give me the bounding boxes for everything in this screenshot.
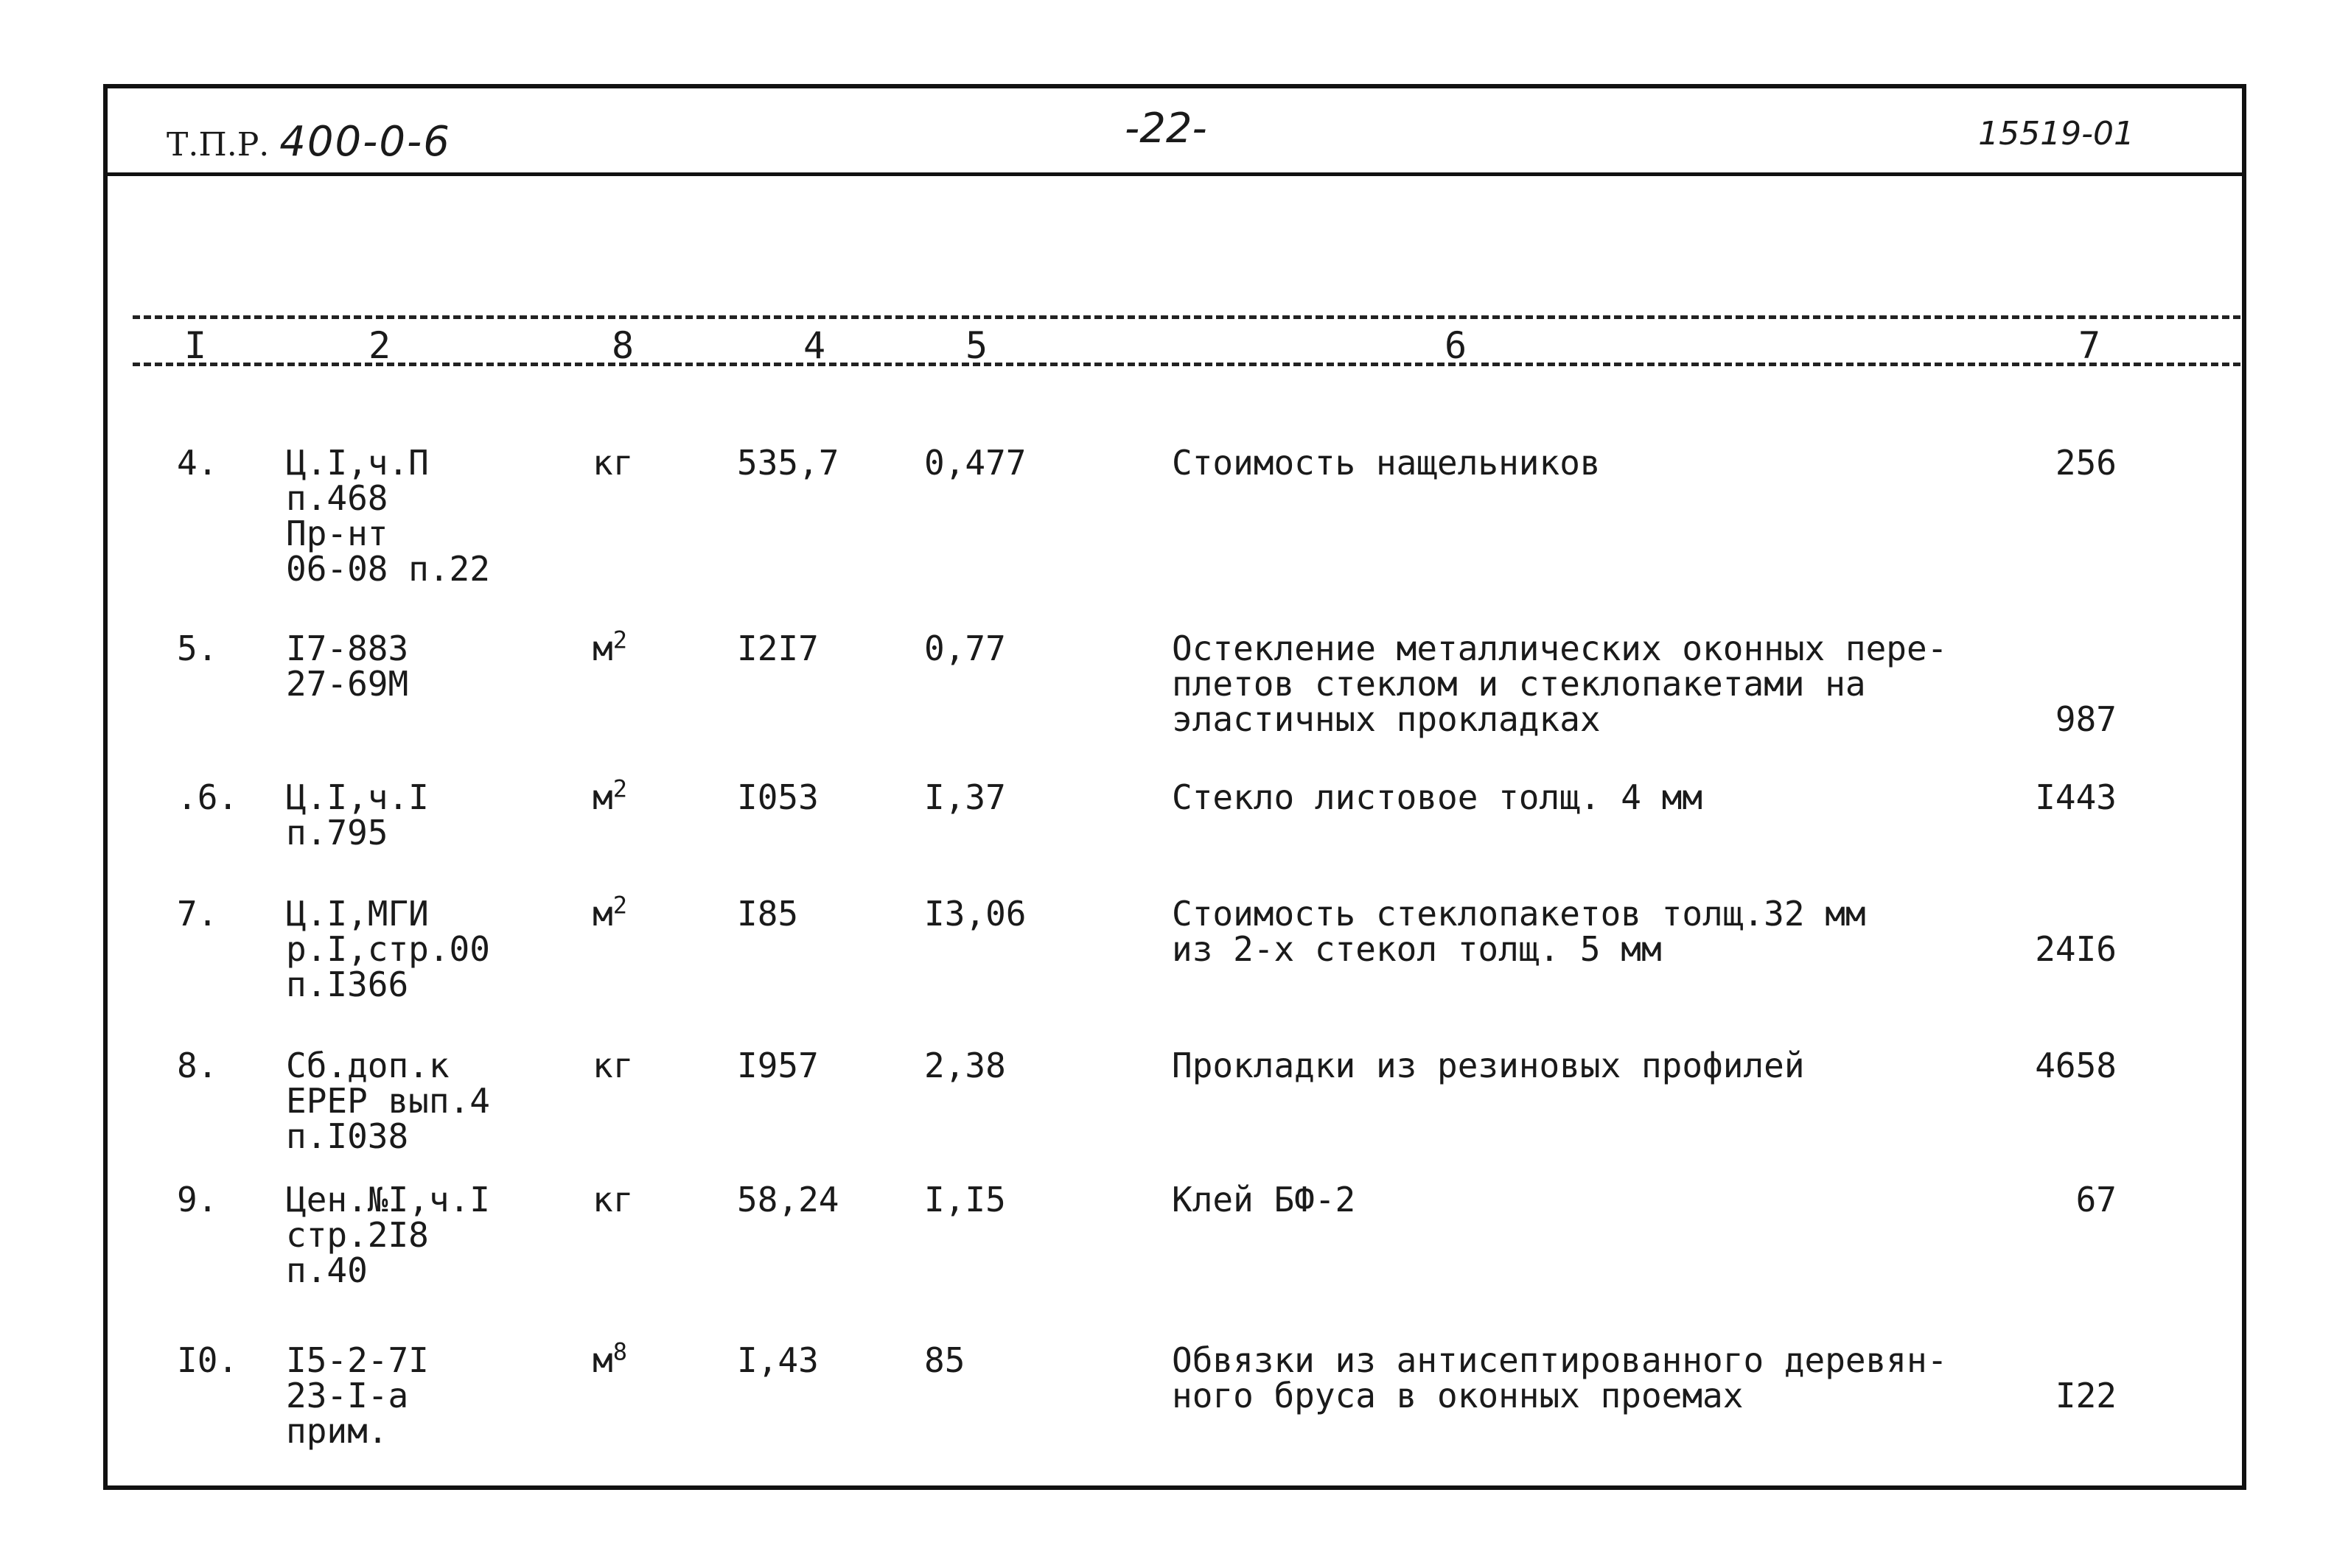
row-2-unit-base: м: [593, 629, 613, 668]
row-7-ref: I5-2-7I 23-I-а прим.: [286, 1340, 429, 1451]
column-number-5: 5: [965, 324, 988, 367]
row-2-ref: I7-883 27-69М: [286, 629, 409, 704]
row-4-qty: I85: [737, 894, 799, 934]
row-5-qty: I957: [737, 1046, 819, 1085]
row-2-price: 0,77: [924, 629, 1006, 668]
row-5-num: 8.: [177, 1046, 218, 1085]
column-number-3: 8: [612, 324, 635, 367]
row-7-num: I0.: [177, 1340, 239, 1380]
row-3-unit-base: м: [593, 777, 613, 817]
row-5-ref: Сб.доп.к ЕРЕР вып.4 п.I038: [286, 1046, 490, 1156]
row-7-unit: [593, 1337, 627, 1380]
row-3-price: I,37: [924, 777, 1006, 817]
series-prefix: Т.П.Р.: [167, 126, 270, 164]
row-1-total: 256: [2055, 443, 2117, 483]
row-4-price: I3,06: [924, 894, 1027, 934]
row-3-qty: I053: [737, 777, 819, 817]
row-6-unit: [593, 1182, 633, 1217]
row-6-num: 9.: [177, 1180, 218, 1219]
row-1-qty: 535,7: [737, 443, 839, 483]
row-1-unit: [593, 443, 634, 483]
row-3-unit: [593, 774, 627, 817]
row-4-ref: Ц.I,МГИ р.I,стр.00 п.I366: [286, 894, 490, 1004]
row-3-num: .6.: [177, 777, 239, 817]
row-1-num: 4.: [177, 443, 218, 483]
row-6-total: 67: [2075, 1180, 2117, 1219]
row-5-unit-base: кг: [593, 1046, 634, 1085]
row-5-price: 2,38: [924, 1046, 1006, 1085]
row-3-total: I443: [2035, 777, 2117, 817]
page-number: -22-: [1125, 105, 1207, 153]
row-2-qty: I2I7: [737, 629, 819, 668]
row-3-desc: Стекло листовое толщ. 4 мм: [1172, 777, 1703, 817]
row-6-price: I,I5: [924, 1180, 1006, 1219]
row-6-unit-base: кг: [593, 1180, 634, 1219]
row-1-unit-base: кг: [593, 443, 634, 483]
row-4-num: 7.: [177, 894, 218, 934]
row-6-ref: Цен.№I,ч.I стр.2I8 п.40: [286, 1180, 490, 1290]
row-1-desc: Стоимость нащельников: [1172, 443, 1601, 483]
row-2-total: 987: [2055, 699, 2117, 739]
row-2-num: 5.: [177, 629, 218, 668]
column-header-top-rule: [133, 315, 2240, 319]
row-7-qty: I,43: [737, 1340, 819, 1380]
row-2-unit-exponent: 2: [612, 626, 627, 654]
column-number-4: 4: [803, 324, 826, 367]
row-2-unit: [593, 626, 627, 668]
row-7-unit-exponent: 8: [612, 1337, 627, 1366]
row-7-price: 85: [924, 1340, 965, 1380]
row-3-unit-exponent: 2: [612, 774, 627, 803]
row-4-unit-base: м: [593, 894, 613, 934]
row-5-unit: [593, 1048, 633, 1083]
column-number-6: 6: [1445, 324, 1467, 367]
column-header-bottom-rule: [133, 363, 2240, 366]
column-number-7: 7: [2078, 324, 2101, 367]
header-divider: [108, 172, 2242, 176]
row-4-total: 24I6: [2035, 929, 2117, 969]
series-number: 400-0-6: [279, 118, 451, 166]
row-5-desc: Прокладки из резиновых профилей: [1172, 1046, 1805, 1085]
row-4-desc: Стоимость стеклопакетов толщ.32 мм из 2-х стекол толщ. 5 мм: [1172, 894, 1866, 969]
row-7-desc: Обвязки из антисептированного деревян- ного бруса в оконных проемах: [1172, 1340, 1948, 1415]
row-1-price: 0,477: [924, 443, 1027, 483]
series-label: [167, 118, 451, 166]
row-4-unit: [593, 891, 627, 934]
column-number-1: I: [184, 324, 207, 367]
column-number-2: 2: [368, 324, 391, 367]
row-6-desc: Клей БФ-2: [1172, 1180, 1356, 1219]
row-7-total: I22: [2055, 1376, 2117, 1415]
row-3-ref: Ц.I,ч.I п.795: [286, 777, 429, 853]
row-6-qty: 58,24: [737, 1180, 839, 1219]
row-4-unit-exponent: 2: [612, 891, 627, 920]
row-1-ref: Ц.I,ч.П п.468 Пр-нт 06-08 п.22: [286, 443, 490, 589]
row-5-total: 4658: [2035, 1046, 2117, 1085]
document-code: 15519-01: [1978, 115, 2134, 153]
row-2-desc: Остекление металлических оконных пере- плетов стеклом и стеклопакетами на эластичных прокладках: [1172, 629, 1948, 739]
row-7-unit-base: м: [593, 1340, 613, 1380]
